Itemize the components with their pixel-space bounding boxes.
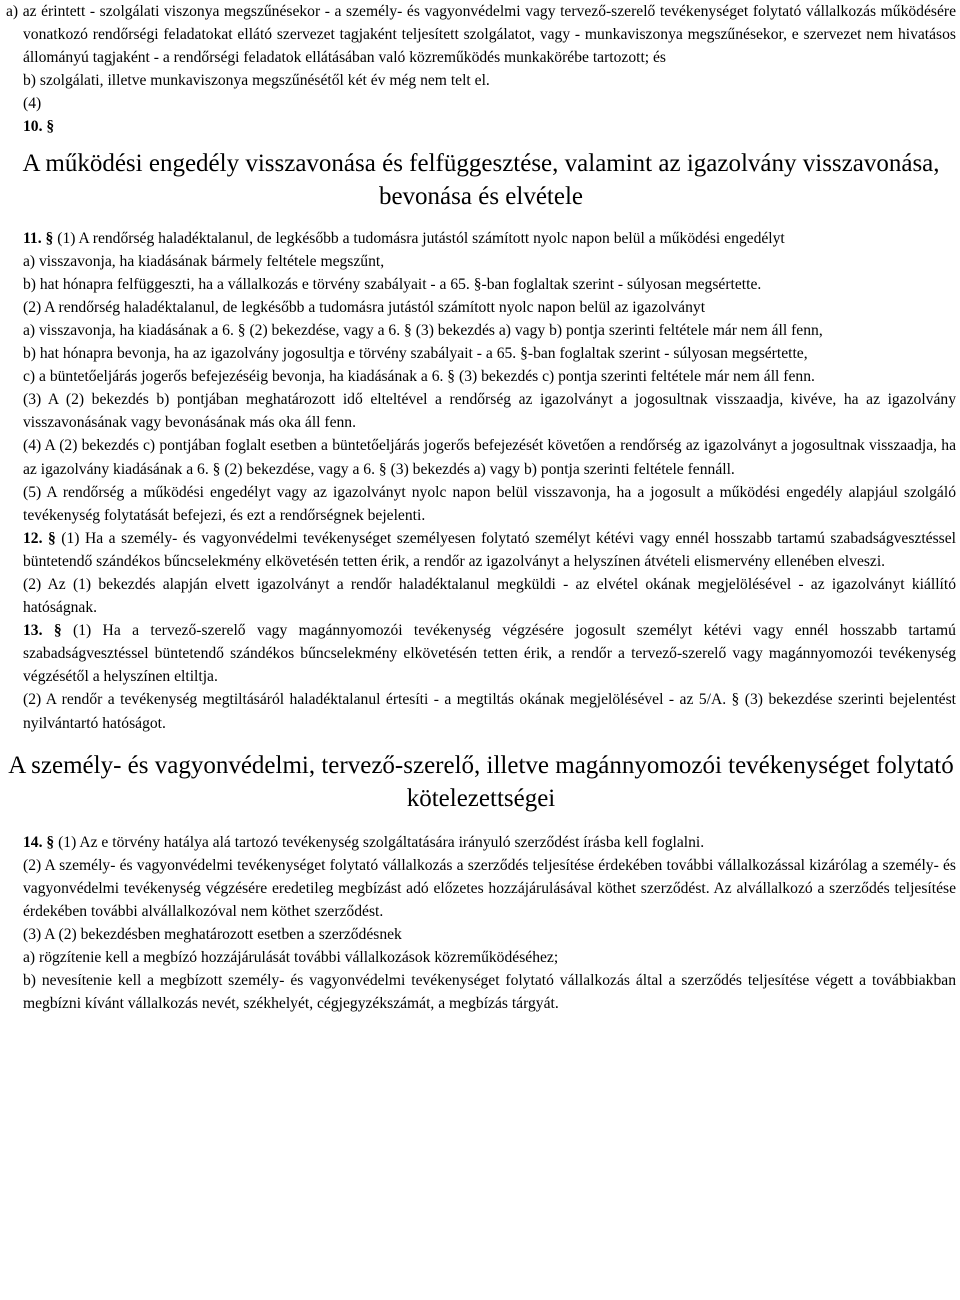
section-sign-link[interactable]: § (53, 622, 62, 640)
section-paragraph (6, 227, 956, 250)
section-sign-link[interactable]: § (48, 529, 56, 547)
paragraph-text: a) rögzítenie kell a megbízó hozzájárulását további vállalkozások közreműködéséhez; (23, 949, 559, 967)
paragraph (6, 969, 956, 1015)
paragraph (6, 573, 956, 619)
paragraph (6, 388, 956, 434)
paragraph-text: b) nevesítenie kell a megbízott személy- és vagyonvédelmi tevékenységet folytató vállalkozás által a szerződés teljesítése végett a továbbiakban megbízni kívánt vállalkozás nevét, székhelyét, cégjegyzékszámát, a megbízás tárgyát. (23, 972, 956, 1013)
paragraph-text: c) a büntetőeljárás jogerős befejezéséig bevonja, ha kiadásának a 6. § (3) bekezdés c) pontja szerinti feltétele már nem áll fenn. (23, 368, 815, 386)
paragraph (6, 319, 956, 342)
section-heading: A működési engedély visszavonása és felfüggesztése, valamint az igazolvány visszavonása, bevonása és elvétele (22, 149, 940, 210)
paragraph (6, 923, 956, 946)
section-paragraph (6, 115, 956, 138)
paragraph-text: b) hat hónapra felfüggeszti, ha a vállalkozás e törvény szabályait - a 65. §-ban foglaltak szerint - súlyosan megsértette. (23, 275, 762, 293)
section-sign-link[interactable]: § (46, 833, 55, 851)
paragraph-text: (2) A rendőrség haladéktalanul, de legkésőbb a tudomásra jutástól számított nyolc napon belül az igazolványt (23, 298, 706, 316)
paragraph-text: a) visszavonja, ha kiadásának bármely feltétele megszűnt, (23, 252, 385, 270)
paragraph-text: (4) A (2) bekezdés c) pontjában foglalt esetben a büntetőeljárás jogerős befejezését követően a rendőrség az igazolványt a jogosultnak visszaadja, ha az igazolvány kiadásának a 6. § (2) bekezdése, vagy a 6. § (3) bekezdés a) vagy b) pontja szerinti feltétele fennáll. (23, 437, 956, 478)
paragraph (6, 688, 956, 734)
paragraph-text: (4) (23, 95, 42, 113)
section-paragraph (6, 527, 956, 573)
section-paragraph (6, 831, 956, 854)
paragraph (6, 365, 956, 388)
paragraph-text: a) visszavonja, ha kiadásának a 6. § (2) bekezdése, vagy a 6. § (3) bekezdés a) vagy b) pontja szerinti feltétele már nem áll fenn, (23, 321, 823, 339)
paragraph-text: (2) A személy- és vagyonvédelmi tevékenységet folytató vállalkozás a szerződés teljesítése érdekében további vállalkozással kizárólag a személy- és vagyonvédelmi tevékenység végzésére eredetileg megbízást adó előzetes hozzájárulásával köthet szerződést. Az alvállalkozó a szerződés teljesítése érdekében további alvállalkozóval nem köthet szerződést. (23, 856, 956, 920)
paragraph-text: b) hat hónapra bevonja, ha az igazolvány jogosultja e törvény szabályait - a 65. §-ban foglaltak szerint - súlyosan megsértette, (23, 345, 808, 363)
paragraph (6, 854, 956, 923)
paragraph-text: (3) A (2) bekezdés b) pontjában meghatározott idő elteltével a rendőrség az igazolványt a jogosultnak visszaadja, kivéve, ha az igazolvány visszavonásának vagy bevonásának más oka áll fenn. (23, 391, 956, 432)
paragraph (6, 250, 956, 273)
paragraph-text: (1) Ha a személy- és vagyonvédelmi tevékenységet személyesen folytató személyt kétévi vagy ennél hosszabb tartamú szabadságvesztéssel büntetendő szándékos bűncselekmény elkövetésén tetten érik, a rendőr az igazolványt a helyszínen átvételi elismervény ellenében elveszi. (23, 529, 956, 570)
paragraph-text: (1) Ha a tervező-szerelő vagy magánnyomozói tevékenység végzésére jogosult személyt kétévi vagy ennél hosszabb tartamú szabadságvesztéssel büntetendő szándékos bűncselekmény elkövetésén tetten érik, a rendőr a tervező-szerelő vagy magánnyomozói tevékenység végzésétől a helyszínen eltiltja. (23, 622, 956, 686)
paragraph-text: (5) A rendőrség a működési engedélyt vagy az igazolványt nyolc napon belül visszavonja, ha a jogosult a működési engedély alapjául szolgáló tevékenység folytatását befejezi, és ezt a rendőrségnek bejelenti. (23, 483, 956, 524)
paragraph (6, 273, 956, 296)
section-sign-link[interactable]: § (45, 229, 54, 247)
paragraph (6, 434, 956, 480)
section-sign-link[interactable]: § (46, 118, 55, 136)
paragraph-text: (3) A (2) bekezdésben meghatározott esetben a szerződésnek (23, 926, 402, 943)
paragraph-text: (1) A rendőrség haladéktalanul, de legkésőbb a tudomásra jutástól számított nyolc napon belül a működési engedélyt (57, 229, 785, 247)
section-paragraph (6, 619, 956, 688)
paragraph-text: (2) A rendőr a tevékenység megtiltásáról haladéktalanul értesíti - a megtiltás okának megjelölésével - az 5/A. § (3) bekezdése szerinti bejelentést nyilvántartó hatóságot. (23, 691, 956, 732)
section-number: 13. (23, 622, 43, 640)
paragraph (6, 69, 956, 92)
section-number: 12. (23, 529, 43, 547)
paragraph-text: b) szolgálati, illetve munkaviszonya megszűnésétől két év még nem telt el. (23, 72, 490, 90)
paragraph-text: (2) Az (1) bekezdés alapján elvett igazolványt a rendőr haladéktalanul megküldi - az elvétel okának megjelölésével - az igazolványt kiállító hatóságnak. (23, 575, 956, 617)
paragraph (6, 296, 956, 319)
paragraph-text: a) az érintett - szolgálati viszonya megszűnésekor - a személy- és vagyonvédelmi vagy tervező-szerelő tevékenységet folytató vállalkozás működésére vonatkozó rendőrségi feladatokat ellátó szervezet tagjaként teljesített szolgálatot, vagy - munkaviszonya megszűnésekor, e szervezet nem hivatásos állományú tagjaként - a rendőrségi feladatok ellátásában való közreműködés munkakörébe tartozott; és (6, 3, 956, 67)
paragraph (6, 92, 956, 115)
paragraph (6, 946, 956, 969)
section-number: 11. (23, 229, 42, 247)
section-number: 10. (23, 118, 43, 136)
paragraph (6, 0, 956, 69)
paragraph (6, 342, 956, 365)
section-number: 14. (23, 833, 43, 851)
paragraph-text: (1) Az e törvény hatálya alá tartozó tevékenység szolgáltatására irányuló szerződést írásba kell foglalni. (58, 833, 705, 851)
section-heading: A személy- és vagyonvédelmi, tervező-szerelő, illetve magánnyomozói tevékenységet folytató kötelezettségei (8, 751, 954, 812)
paragraph (6, 481, 956, 527)
